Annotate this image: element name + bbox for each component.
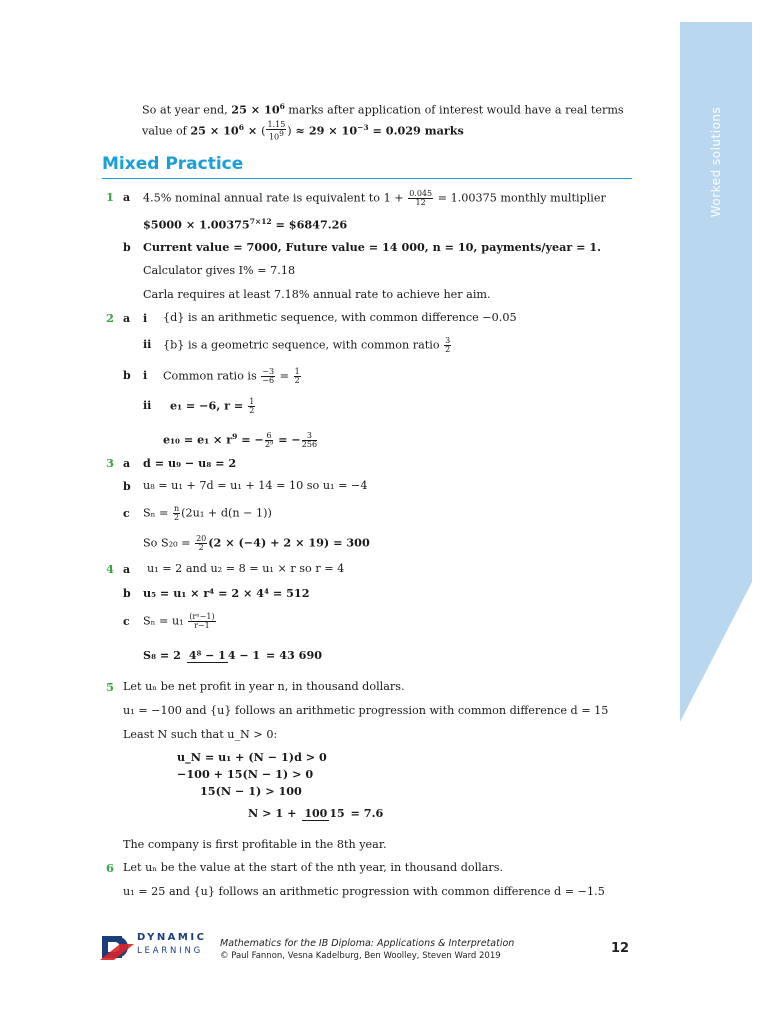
q1b-line-2: Calculator gives I% = 7.18 (143, 264, 296, 277)
q2aii-line: {b} is a geometric sequence, with common ratio $\frac{3}{2}$ (163, 336, 451, 354)
q5-math-1: u_N = u₁ + (N − 1)d > 0 (177, 750, 327, 764)
part-label-1a: a (123, 191, 131, 204)
part-label-2bi: i (143, 369, 148, 382)
q6-line-1: Let uₙ be the value at the start of the nth year, in thousand dollars. (123, 861, 504, 874)
part-label-2aii: ii (143, 338, 152, 351)
part-label-3c: c (123, 507, 130, 520)
part-label-2b: b (123, 369, 131, 382)
intro-line-2: value of $25 \times 10^6$ × ( $\frac{1.15}{10^9}$ ) ≈ $29 \times 10^{-3} = 0.029$ marks (142, 120, 464, 143)
part-label-2ai: i (143, 312, 148, 325)
section-heading: Mixed Practice (102, 154, 244, 174)
intro-line-1: So at year end, $25 \times 10^6$ marks after application of interest would have a real terms (142, 102, 624, 117)
question-number-5: 5 (106, 680, 115, 694)
q5-line-3: Least N such that u_N > 0: (123, 728, 278, 741)
part-label-1b: b (123, 241, 131, 254)
q2bii-line-2: $e_{10} = e_1 \times r^9$ = − $\frac{6}{\text{2⁹}}$ = − $\frac{3}{256}$ (163, 431, 318, 450)
footer-book-title: Mathematics for the IB Diploma: Applications & Interpretation (220, 938, 515, 949)
q3a-line: d = u₉ − u₈ = 2 (143, 456, 237, 470)
question-number-6: 6 (106, 861, 115, 875)
footer-copyright: © Paul Fannon, Vesna Kadelburg, Ben Woolley, Steven Ward 2019 (220, 951, 501, 961)
q1b-line-3: Carla requires at least 7.18% annual rate to achieve her aim. (143, 288, 491, 301)
q2bi-line: Common ratio is $\frac{-3}{-6}$ = $\frac{1}{2}$ (163, 367, 300, 385)
q4b-line: u₅ = u₁ × r⁴ = 2 × 4⁴ = 512 (143, 586, 310, 600)
part-label-4b: b (123, 587, 131, 600)
part-label-2a: a (123, 312, 131, 325)
part-label-4a: a (123, 563, 131, 576)
logo-text-learning: LEARNING (137, 946, 204, 956)
part-label-4c: c (123, 615, 130, 628)
q3b-line: u₈ = u₁ + 7d = u₁ + 14 = 10 so u₁ = −4 (143, 479, 368, 492)
q2ai-line: {d} is an arithmetic sequence, with common difference −0.05 (163, 311, 517, 324)
part-label-3b: b (123, 480, 131, 493)
q5-line-2: u₁ = −100 and {u} follows an arithmetic progression with common difference d = 15 (123, 704, 609, 717)
part-label-3a: a (123, 457, 131, 470)
q1b-line-1: Current value = 7000, Future value = 14 000, n = 10, payments/year = 1. (143, 240, 602, 254)
part-label-2bii: ii (143, 399, 152, 412)
logo-text-dynamic: DYNAMIC (137, 932, 207, 943)
question-number-3: 3 (106, 456, 115, 470)
q1a-line-2: $5000 × $1.00375^{7\times 12}$ = $6847.26 (143, 217, 348, 232)
q2bii-line-1: e₁ = −6, r = $\frac{1}{2}$ (170, 397, 255, 415)
page-number: 12 (611, 941, 630, 956)
q5-math-4: N > 1 + 100 15 = 7.6 (248, 806, 384, 820)
heading-rule (102, 178, 632, 179)
q5-line-1: Let uₙ be net profit in year n, in thousand dollars. (123, 680, 405, 693)
q3c-line-1: Sₙ = $\frac{n}{2}$ (2u₁ + d(n − 1)) (143, 504, 272, 522)
q3c-line-2: So S₂₀ = $\frac{20}{2}$ (2 × (−4) + 2 × 19) = 300 (143, 534, 370, 552)
question-number-4: 4 (106, 562, 115, 576)
question-number-1: 1 (106, 190, 115, 204)
q1a-line-1: 4.5% nominal annual rate is equivalent to 1 + $\frac{0.045}{12}$ = 1.00375 monthly multiplier (143, 189, 606, 207)
q6-line-2: u₁ = 25 and {u} follows an arithmetic progression with common difference d = −1.5 (123, 885, 605, 898)
q4c-line-1: Sₙ = u₁ $\frac{\text{(rⁿ−1)}}{r-1}$ (143, 612, 215, 630)
q5-math-2: −100 + 15(N − 1) > 0 (177, 767, 314, 781)
q5-math-3: 15(N − 1) > 100 (200, 784, 302, 798)
q4a-line: u₁ = 2 and u₂ = 8 = u₁ × r so r = 4 (147, 562, 345, 575)
q4c-line-2: S₈ = 2 4⁸ − 1 4 − 1 = 43 690 (143, 648, 323, 662)
q5-line-4: The company is first profitable in the 8th year. (123, 838, 387, 851)
question-number-2: 2 (106, 311, 115, 325)
side-tab-label: Worked solutions (709, 106, 723, 218)
